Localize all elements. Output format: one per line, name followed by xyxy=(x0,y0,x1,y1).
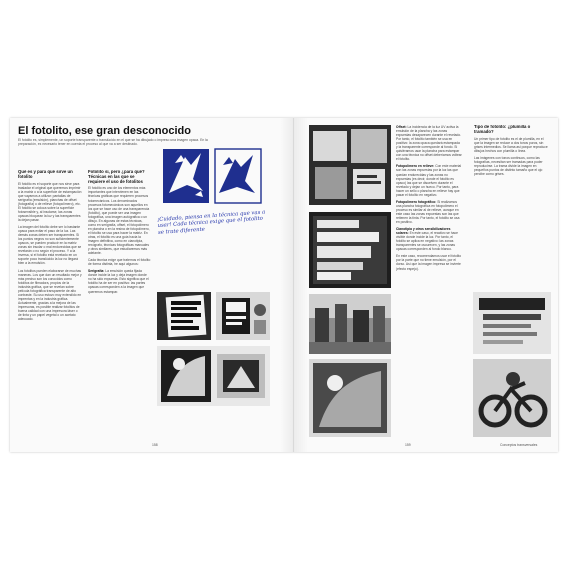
paragraph: En este caso, recomendamos usar el fotolito por la parte que no tiene emulsión, por el dorso. Así que la imagen impresa se invierte (efecto espejo). xyxy=(396,254,462,271)
page-number-right: 159 xyxy=(405,443,411,447)
cianotipia-label: Cianotipia y otros sensibilizadores solares: xyxy=(396,227,451,236)
paragraph xyxy=(88,269,151,293)
page-number-left: 158 xyxy=(152,443,158,447)
photo-motorbike xyxy=(473,359,551,437)
left-column-1 xyxy=(18,170,82,438)
paragraph xyxy=(396,227,462,251)
relieve-label: Fotopolímero en relieve: xyxy=(396,164,435,169)
left-column-2 xyxy=(88,170,151,438)
page-title: El fotolito, ese gran desconocido xyxy=(18,125,191,137)
fotopolimero-text: Si realizamos una plancha fotográfica en fotopolímero el proceso es similar al de relieve, aunque en este caso las zonas expuestas son las que retienen la tinta. Por tanto, el fotolito se usa en positivo. xyxy=(396,199,460,225)
running-head: Conceptos transversales xyxy=(500,443,538,447)
photo-street xyxy=(309,294,391,354)
cianotipia-text: En este caso, el reactivo se hace visible donde incide la luz. Por tanto, el fotolito se aplica en negativo: las zonas transparentes se oscurecen, y las zonas opacas corresponden al fondo blanco. xyxy=(396,231,458,252)
gutter-shadow xyxy=(280,118,308,452)
paragraph: El fotolito es el soporte que nos sirve para trasladar el original que queremos imprimir a la matriz o a la superficie de estampación que vayamos a utilizar: pantallas de serigrafía (emulsión), planchas de offset (fotografía) o de relieve (fotopolímero), etc. El fotolito se coloca sobre la superficie fotosensible y, al insolarse, las zonas opacas bloquean la luz y las transparentes la dejan pasar. xyxy=(18,181,82,223)
right-column-1 xyxy=(396,125,462,438)
column-heading: Qué es y para qué sirve un fotolito xyxy=(18,170,73,179)
photo-printed-sheets xyxy=(309,125,391,205)
column-heading: Tipo de fotolito: ¿plumilla o tramado? xyxy=(474,125,531,134)
photo-vostok-print xyxy=(473,292,551,354)
paragraph xyxy=(396,200,462,224)
paragraph: Un primer tipo de fotolito es el de plumilla, en el que la imagen se reduce a dos tonos puros, sin grises intermedios. Se llama así porque reproduce dibujos hechos con plumilla o línea. xyxy=(474,136,548,153)
right-column-2 xyxy=(474,125,548,290)
handwritten-caption: ¡Cuidado, piensa en la técnica que vas a usar! Cada técnica exige que el fotolito se trate diferente xyxy=(157,209,266,236)
paragraph: Cada técnica exige que tratemos el fotolito de forma distinta, he aquí algunos: xyxy=(88,258,151,267)
serigrafia-text: La emulsión queda fijada donde incide la luz y deja imagen donde no ha sido expuesta. Esto significa que el fotolito ha de ser en positivo: las partes opacas corresponden a la imagen que queremos estampar. xyxy=(88,269,149,294)
paragraph: El fotolito es uno de los elementos más importantes que intervienen en las técnicas gráficas que requieren procesos fotomecánicos. Los denominados procesos fotomecánicos son aquellos en los que se hace uso de una transparencia (fotolito), que puede ser una imagen fotográfica, una imagen autógrafica o un dibujo. En algunas de estas técnicas, como en serigrafía, offset, el fotopolímero en plancha o en la resina de fotopolímero, el fotolito se usa para hacer la matriz. En otras, el fotolito es una guía hacia la imagen definitiva, como en cianotipia, rexógrafo, técnicas fotográficas manuales y otros similares, que estudiaremos más adelante. xyxy=(88,186,150,256)
offset-label: Offset: xyxy=(396,125,407,129)
darkroom-photo xyxy=(157,346,270,406)
paragraph xyxy=(396,164,462,196)
paragraph: La imagen del fotolito debe ser lo bastante opaca para evitar el paso de la luz. Las demás zonas deben ser transparentes. Si los puntos negros no son suficientemente opacos, se pueden producir en la matriz zonas sin insolar o mal endurecidas que se revelarán o no según el proceso. Y a la inversa, si el fotolito está revelado en un soporte poco translúcido la luz no llegará bien a la emulsión. xyxy=(18,225,82,266)
book-spread xyxy=(10,118,558,452)
fotopolimero-label: Fotopolímero fotográfico: xyxy=(396,199,437,204)
screenprint-photo xyxy=(216,292,270,340)
photo-cyanotype xyxy=(309,359,391,437)
relieve-text: Con este material son las zonas expuestas por la luz las que quedan endurecidas y las zonas no expuestas (es decir, donde el fotolito es opaco) las que se disuelven durante el revelado y dejan un hueco. Por tanto, para hacer un sello o plancha en relieve hay que pasar el fotolito en negativo. xyxy=(396,164,462,197)
poster-photo xyxy=(157,292,211,340)
column-heading: Fotolito sí, pero ¿para qué? Técnicas en las que se requiere el uso de fotolitos xyxy=(88,170,145,184)
paragraph xyxy=(396,125,462,161)
blue-stencil-illustration xyxy=(157,143,267,209)
offset-text: La incidencia de la luz UV activa la emulsión de la plancha y las zonas expuestas desaparecen durante el revelado. Por tanto, el fotolito también se usa en positivo: la zona opaca quedará estampada y la transparente corresponde al fondo. Si quisiéramos usar la plancha para estampar con una técnica no offset deberíamos voltear el fotolito. xyxy=(396,125,462,162)
serigrafia-label: Serigrafía: xyxy=(88,269,105,274)
gutter xyxy=(293,118,294,452)
paragraph: Los fotolitos pueden elaborarse de muchas maneras. Los que dan un resultado mejor y más preciso son los conocidos como fotolitos de filmadora, propios de la industria gráfica, que se revelan sobre película fotográfica transparente de alto contraste. Su uso estuvo muy extendido en imprentas y en la industria gráfica. Actualmente, gracias a la mejora de las impresoras, es posible realizar fotolitos de buena calidad con una impresora láser o de tinta y un papel vegetal o un acetato adecuado. xyxy=(18,268,82,322)
photo-relief-plate xyxy=(309,212,391,288)
paragraph: Las imágenes con tonos continuos, como las fotografías, necesitan ser tramadas para poder reproducirse. La trama divide la imagen en pequeños puntos de distinto tamaño que el ojo percibe como grises. xyxy=(474,155,543,176)
intro-paragraph: El fotolito es, simplemente, un soporte transparente o translúcido en el que se ha dibujado o impreso una imagen opaca. En la preparación, es necesario tener en cuenta el proceso al que va a ser destinado. xyxy=(18,138,208,147)
